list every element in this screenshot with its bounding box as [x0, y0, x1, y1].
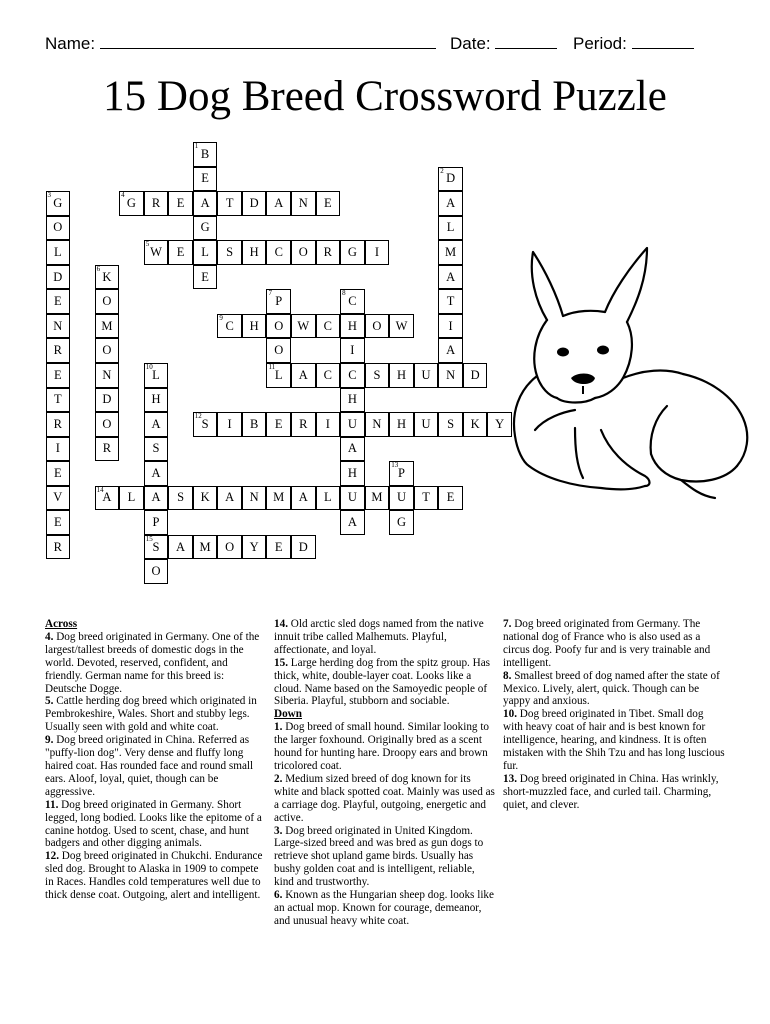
clue-across-15: 15. Large herding dog from the spitz group. Has thick, white, double-layer coat. Looks like a cloud. Name based on the Samoyedic people of Siberia. Playful, stubborn and sociable.: [274, 656, 491, 708]
cell-letter: O: [102, 343, 112, 358]
grid-cell[interactable]: [119, 191, 144, 216]
cell-letter: U: [421, 367, 431, 382]
grid-cell[interactable]: [266, 240, 291, 265]
grid-cell[interactable]: [217, 535, 242, 560]
grid-cell[interactable]: [46, 338, 71, 363]
grid-cell[interactable]: [340, 314, 365, 339]
cell-letter: R: [151, 195, 161, 210]
cell-letter: E: [324, 195, 332, 210]
grid-cell[interactable]: [340, 388, 365, 413]
grid-cell[interactable]: [266, 535, 291, 560]
grid-cell[interactable]: [438, 216, 463, 241]
clue-number: 4: [121, 191, 125, 200]
cell-letter: A: [225, 490, 235, 505]
cell-letter: S: [201, 416, 209, 431]
grid-cell[interactable]: [266, 412, 291, 437]
cell-letter: O: [372, 318, 382, 333]
clue-number: 7: [268, 289, 272, 298]
cell-letter: E: [446, 490, 455, 505]
cell-letter: R: [323, 244, 333, 259]
grid-cell[interactable]: [46, 289, 71, 314]
cell-letter: H: [347, 392, 357, 407]
grid-cell[interactable]: [291, 363, 316, 388]
cell-letter: R: [53, 343, 62, 358]
cell-letter: I: [325, 416, 330, 431]
grid-cell[interactable]: [266, 338, 291, 363]
cell-letter: H: [347, 465, 357, 480]
clue-number: 2: [440, 166, 444, 175]
grid-cell[interactable]: [242, 191, 267, 216]
grid-cell[interactable]: [46, 240, 71, 265]
clue-number: 6: [96, 264, 101, 273]
cell-letter: N: [298, 195, 308, 210]
cell-letter: A: [347, 515, 357, 530]
grid-cell[interactable]: [242, 240, 267, 265]
cell-letter: S: [226, 244, 234, 259]
grid-cell[interactable]: [266, 363, 291, 388]
cell-letter: O: [274, 343, 284, 358]
clue-down-7: 7. Dog breed originated from Germany. The national dog of France who is also used as a circus dog. Poofy fur and is very trainable and intelligent.: [503, 618, 711, 669]
cell-letter: M: [273, 490, 285, 505]
cell-letter: E: [176, 195, 185, 210]
cell-letter: R: [53, 416, 62, 431]
grid-cell[interactable]: [242, 535, 267, 560]
cell-letter: W: [395, 318, 408, 333]
cell-letter: K: [470, 416, 480, 431]
cell-letter: L: [127, 490, 136, 505]
clue-across-11: 11. Dog breed originated in Germany. Short legged, long bodied. Looks like the epitome of a canine hotdog. Used to scent, chase, and hunt badgers and other digging animals.: [45, 798, 262, 850]
cell-letter: A: [446, 343, 456, 358]
cell-letter: D: [102, 392, 112, 407]
cell-letter: E: [274, 416, 283, 431]
grid-cell[interactable]: [291, 191, 316, 216]
page-title: 15 Dog Breed Crossword Puzzle: [103, 73, 667, 120]
cell-letter: S: [447, 416, 455, 431]
clue-down-6: 6. Known as the Hungarian sheep dog. looks like an actual mop. Known for courage, demeanor, and unusual heavy white coat.: [274, 889, 494, 927]
cell-letter: C: [323, 367, 333, 382]
cell-letter: H: [396, 416, 406, 431]
clue-number: 14: [96, 485, 104, 494]
cell-letter: C: [348, 367, 357, 382]
grid-cell[interactable]: [438, 289, 463, 314]
grid-cell[interactable]: [95, 338, 120, 363]
cell-letter: I: [55, 441, 60, 456]
grid-cell[interactable]: [193, 486, 218, 511]
grid-cell[interactable]: [340, 486, 365, 511]
grid-cell[interactable]: [266, 314, 291, 339]
grid-cell[interactable]: [168, 240, 193, 265]
cell-letter: S: [373, 367, 381, 382]
grid-cell[interactable]: [316, 412, 341, 437]
cell-letter: M: [199, 539, 211, 554]
clue-across-14: 14. Old arctic sled dogs named from the native innuit tribe called Malhemuts. Playful, affectionate, and loyal.: [274, 618, 484, 656]
grid-cell[interactable]: [438, 338, 463, 363]
cell-letter: A: [274, 195, 284, 210]
down-heading: Down: [274, 708, 302, 721]
grid-cell[interactable]: [463, 412, 488, 437]
cell-letter: A: [347, 441, 357, 456]
cell-letter: A: [200, 195, 210, 210]
cell-letter: U: [396, 490, 406, 505]
grid-cell[interactable]: [242, 314, 267, 339]
cell-letter: C: [274, 244, 283, 259]
grid-cell[interactable]: [95, 265, 120, 290]
cell-letter: D: [298, 539, 308, 554]
grid-cell[interactable]: [438, 191, 463, 216]
cell-letter: B: [200, 146, 210, 161]
name-label: Name:: [45, 34, 96, 53]
grid-cell[interactable]: [365, 240, 390, 265]
grid-cell[interactable]: [316, 314, 341, 339]
grid-cell[interactable]: [389, 461, 414, 486]
cell-letter: S: [177, 490, 185, 505]
grid-cell[interactable]: [46, 486, 71, 511]
clue-down-1: 1. Dog breed of small hound. Similar looking to the larger foxhound. Originally bred as a scent hound for hunting hare. Droopy ears and brown tricolored coat.: [274, 721, 490, 772]
cell-letter: N: [249, 490, 259, 505]
clue-number: 3: [47, 191, 51, 200]
grid-cell[interactable]: [463, 363, 488, 388]
cell-letter: R: [102, 441, 112, 456]
grid-cell[interactable]: [144, 535, 169, 560]
cell-letter: C: [323, 318, 333, 333]
grid-cell[interactable]: [340, 510, 365, 535]
grid-cell[interactable]: [438, 265, 463, 290]
grid-cell[interactable]: [365, 363, 390, 388]
clue-across-12: 12. Dog breed originated in Chukchi. Endurance sled dog. Brought to Alaska in 1909 to compete in Races. Handles cold temperatures well due to thick dense coat. Outgoing, alert and intelligent.: [45, 850, 263, 902]
cell-letter: K: [102, 269, 112, 284]
clues-column-3: [503, 618, 725, 812]
grid-cell[interactable]: [389, 510, 414, 535]
grid-cell[interactable]: [193, 412, 218, 437]
grid-cell[interactable]: [95, 314, 120, 339]
grid-cell[interactable]: [217, 314, 242, 339]
grid-cell[interactable]: [46, 191, 71, 216]
grid-cell[interactable]: [46, 437, 71, 462]
clue-across-4: 4. Dog breed originated in Germany. One of the largest/tallest breeds of domestic dogs in the world. Devoted, reserved, confident, and friendly. German name for this breed is: Deutsche Dogge.: [45, 630, 260, 695]
grid-cell[interactable]: [389, 363, 414, 388]
clue-number: 15: [145, 534, 153, 543]
grid-cell[interactable]: [46, 412, 71, 437]
grid-cell[interactable]: [316, 486, 341, 511]
grid-cell[interactable]: [316, 191, 341, 216]
grid-cell[interactable]: [389, 314, 414, 339]
grid-cell[interactable]: [291, 535, 316, 560]
grid-cell[interactable]: [168, 191, 193, 216]
cell-letter: H: [347, 318, 357, 333]
cell-letter: Y: [249, 539, 259, 554]
grid-cell[interactable]: [193, 142, 218, 167]
cell-letter: O: [102, 294, 112, 309]
grid-cell[interactable]: [291, 314, 316, 339]
grid-cell[interactable]: [389, 412, 414, 437]
grid-cell[interactable]: [144, 559, 169, 584]
grid-cell[interactable]: [144, 240, 169, 265]
cell-letter: I: [448, 318, 453, 333]
cell-letter: O: [53, 220, 63, 235]
grid-cell[interactable]: [46, 388, 71, 413]
grid-cell[interactable]: [144, 191, 169, 216]
grid-cell[interactable]: [193, 265, 218, 290]
period-label: Period:: [573, 34, 627, 53]
cell-letter: A: [298, 367, 308, 382]
clue-number: 5: [145, 240, 150, 249]
grid-cell[interactable]: [46, 535, 71, 560]
grid-cell[interactable]: [340, 412, 365, 437]
clue-number: 13: [391, 461, 399, 470]
cell-letter: D: [53, 269, 63, 284]
grid-cell[interactable]: [168, 535, 193, 560]
cell-letter: D: [249, 195, 259, 210]
cell-letter: E: [53, 367, 62, 382]
cell-letter: E: [53, 515, 62, 530]
cell-letter: R: [299, 416, 308, 431]
cell-letter: P: [152, 515, 160, 530]
cell-letter: L: [274, 367, 283, 382]
grid-cell[interactable]: [95, 388, 120, 413]
clue-number: 9: [219, 313, 223, 322]
cell-letter: H: [249, 244, 259, 259]
cell-letter: R: [53, 539, 62, 554]
grid-cell[interactable]: [340, 461, 365, 486]
clue-down-2: 2. Medium sized breed of dog known for its white and black spotted coat. Mainly was used as a carriage dog. Playful, outgoing, energetic and active.: [274, 772, 495, 824]
cell-letter: N: [102, 367, 112, 382]
cell-letter: O: [102, 416, 112, 431]
grid-cell[interactable]: [217, 486, 242, 511]
cell-letter: A: [151, 490, 161, 505]
grid-cell[interactable]: [266, 289, 291, 314]
cell-letter: H: [151, 392, 161, 407]
cell-letter: L: [324, 490, 332, 505]
cell-letter: U: [421, 416, 431, 431]
grid-cell[interactable]: [365, 314, 390, 339]
grid-cell[interactable]: [242, 412, 267, 437]
dog-illustration: [505, 240, 755, 510]
clue-down-13: 13. Dog breed originated in China. Has wrinkly, short-muzzled face, and curled tail. Charming, quiet, and clever.: [503, 772, 719, 811]
cell-letter: O: [274, 318, 284, 333]
cell-letter: C: [348, 294, 357, 309]
cell-letter: D: [470, 367, 480, 382]
grid-cell[interactable]: [438, 240, 463, 265]
cell-letter: O: [151, 564, 161, 579]
cell-letter: A: [446, 269, 456, 284]
cell-letter: S: [152, 441, 160, 456]
grid-cell[interactable]: [242, 486, 267, 511]
cell-letter: G: [347, 244, 357, 259]
grid-cell[interactable]: [144, 437, 169, 462]
grid-cell[interactable]: [144, 388, 169, 413]
clue-down-10: 10. Dog breed originated in Tibet. Small dog with heavy coat of hair and is best known for intelligence, hearing, and kindness. It is often mistaken with the Shih Tzu and has long luscious fur.: [503, 708, 725, 772]
clue-number: 8: [342, 289, 346, 298]
grid-cell[interactable]: [316, 363, 341, 388]
grid-cell[interactable]: [193, 535, 218, 560]
grid-cell[interactable]: [365, 412, 390, 437]
grid-cell[interactable]: [340, 363, 365, 388]
cell-letter: O: [298, 244, 308, 259]
clue-number: 10: [145, 362, 153, 371]
grid-cell[interactable]: [46, 510, 71, 535]
grid-cell[interactable]: [291, 412, 316, 437]
cell-letter: K: [200, 490, 210, 505]
clues-column-2: [274, 618, 496, 928]
clue-number: 12: [194, 412, 202, 421]
cell-letter: W: [150, 244, 162, 259]
cell-letter: W: [297, 318, 310, 333]
grid-cell[interactable]: [316, 240, 341, 265]
grid-cell[interactable]: [95, 437, 120, 462]
cell-letter: U: [347, 416, 357, 431]
grid-cell[interactable]: [46, 216, 71, 241]
clue-number: 11: [268, 362, 276, 371]
cell-letter: O: [225, 539, 235, 554]
cell-letter: U: [347, 490, 357, 505]
cell-letter: N: [372, 416, 382, 431]
grid-cell[interactable]: [46, 314, 71, 339]
grid-cell[interactable]: [438, 167, 463, 192]
grid-cell[interactable]: [46, 265, 71, 290]
clues-column-1: [45, 618, 267, 902]
cell-letter: T: [446, 294, 455, 309]
grid-cell[interactable]: [144, 461, 169, 486]
grid-cell[interactable]: [340, 240, 365, 265]
grid-cell[interactable]: [414, 412, 439, 437]
cell-letter: A: [298, 490, 308, 505]
cell-letter: D: [446, 171, 456, 186]
grid-cell[interactable]: [438, 363, 463, 388]
cell-letter: T: [53, 392, 62, 407]
cell-letter: G: [53, 195, 63, 210]
cell-letter: E: [53, 294, 62, 309]
cell-letter: H: [249, 318, 259, 333]
cell-letter: E: [274, 539, 283, 554]
cell-letter: N: [446, 367, 456, 382]
cell-letter: P: [275, 294, 283, 309]
clue-down-8: 8. Smallest breed of dog named after the state of Mexico. Lively, alert, quick. Though can be yappy and anxious.: [503, 669, 720, 708]
grid-cell[interactable]: [193, 240, 218, 265]
grid-cell[interactable]: [340, 289, 365, 314]
clue-across-5: 5. Cattle herding dog breed which originated in Pembrokeshire, Wales. Short and stubby legs. Usually seen with gold and white coat.: [45, 695, 257, 734]
grid-cell[interactable]: [46, 461, 71, 486]
cell-letter: E: [53, 465, 62, 480]
cell-letter: L: [152, 367, 160, 382]
cell-letter: T: [422, 490, 430, 505]
grid-cell[interactable]: [95, 486, 120, 511]
cell-letter: H: [396, 367, 406, 382]
grid-cell[interactable]: [438, 412, 463, 437]
cell-letter: I: [374, 244, 380, 259]
cell-letter: A: [446, 195, 456, 210]
grid-cell[interactable]: [340, 437, 365, 462]
across-heading: Across: [45, 618, 78, 630]
cell-letter: M: [371, 490, 383, 505]
grid-cell[interactable]: [95, 363, 120, 388]
cell-letter: A: [151, 465, 161, 480]
cell-letter: B: [250, 416, 259, 431]
grid-cell[interactable]: [193, 191, 218, 216]
cell-letter: G: [396, 515, 406, 530]
clue-across-9: 9. Dog breed originated in China. Referred as "puffy-lion dog". Very dense and fluffy long haired coat. Has rounded face and round small ears. Aloof, loyal, quiet, though can be aggressive.: [45, 734, 254, 798]
grid-cell[interactable]: [144, 363, 169, 388]
clue-number: 1: [194, 142, 199, 150]
grid-cell[interactable]: [144, 486, 169, 511]
grid-cell[interactable]: [291, 486, 316, 511]
cell-letter: E: [201, 171, 209, 186]
cell-letter: L: [53, 244, 62, 259]
cell-letter: L: [446, 220, 455, 235]
cell-letter: G: [200, 220, 210, 235]
grid-cell[interactable]: [95, 289, 120, 314]
grid-cell[interactable]: [144, 412, 169, 437]
cell-letter: I: [227, 416, 232, 431]
grid-cell[interactable]: [438, 486, 463, 511]
cell-letter: E: [176, 244, 185, 259]
cell-letter: T: [225, 195, 234, 210]
grid-cell[interactable]: [95, 412, 120, 437]
cell-letter: G: [126, 195, 136, 210]
grid-cell[interactable]: [266, 191, 291, 216]
cell-letter: E: [201, 269, 209, 284]
cell-letter: A: [151, 416, 161, 431]
grid-cell[interactable]: [168, 486, 193, 511]
grid-cell[interactable]: [217, 240, 242, 265]
cell-letter: A: [102, 490, 112, 505]
grid-cell[interactable]: [389, 486, 414, 511]
cell-letter: N: [53, 318, 63, 333]
cell-letter: I: [350, 343, 355, 358]
cell-letter: M: [445, 244, 457, 259]
grid-cell[interactable]: [144, 510, 169, 535]
grid-cell[interactable]: [217, 412, 242, 437]
grid-cell[interactable]: [414, 486, 439, 511]
cell-letter: Y: [495, 416, 505, 431]
cell-letter: L: [201, 244, 209, 259]
grid-cell[interactable]: [217, 191, 242, 216]
cell-letter: A: [176, 539, 186, 554]
grid-cell[interactable]: [46, 363, 71, 388]
grid-cell[interactable]: [266, 486, 291, 511]
grid-cell[interactable]: [340, 338, 365, 363]
grid-cell[interactable]: [119, 486, 144, 511]
cell-letter: S: [152, 539, 160, 554]
grid-cell[interactable]: [365, 486, 390, 511]
grid-cell[interactable]: [414, 363, 439, 388]
cell-letter: C: [225, 318, 234, 333]
cell-letter: V: [53, 490, 63, 505]
grid-cell[interactable]: [193, 216, 218, 241]
cell-letter: P: [398, 465, 405, 480]
cell-letter: M: [101, 318, 113, 333]
grid-cell[interactable]: [438, 314, 463, 339]
clue-down-3: 3. Dog breed originated in United Kingdom. Large-sized breed and was bred as gun dogs to retrieve shot upland game birds. Usually has bushy golden coat and is intelligent, reliable, kind and trustworthy.: [274, 824, 484, 889]
date-label: Date:: [450, 34, 491, 53]
grid-cell[interactable]: [193, 167, 218, 192]
grid-cell[interactable]: [291, 240, 316, 265]
